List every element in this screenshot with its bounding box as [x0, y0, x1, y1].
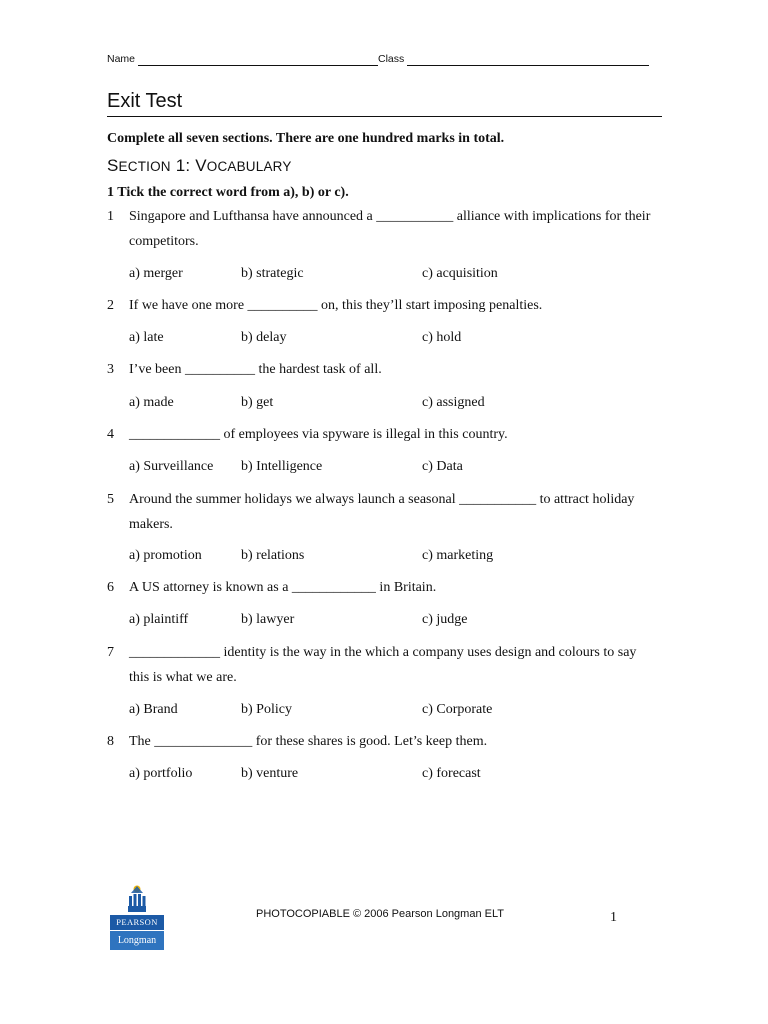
question-number: 7: [107, 645, 114, 660]
name-label: Name: [107, 53, 136, 65]
question-text: The ______________ for these shares is good. Let’s keep them.: [129, 734, 488, 749]
question-text: _____________ identity is the way in the which a company uses design and colours to say this is what we are.: [129, 645, 637, 685]
answer-option-b[interactable]: b) venture: [241, 766, 299, 781]
copyright-notice: PHOTOCOPIABLE © 2006 Pearson Longman ELT: [256, 908, 504, 920]
question-text: _____________ of employees via spyware is illegal in this country.: [129, 427, 508, 442]
answer-option-a[interactable]: a) Surveillance: [129, 459, 214, 474]
question-number: 6: [107, 580, 114, 595]
logo-sub-text: Longman: [110, 931, 164, 950]
question-number: 5: [107, 492, 114, 507]
answer-option-a[interactable]: a) plaintiff: [129, 612, 189, 627]
answer-option-b[interactable]: b) strategic: [241, 266, 304, 281]
answer-option-b[interactable]: b) Policy: [241, 702, 292, 717]
question-text: I’ve been __________ the hardest task of all.: [129, 362, 382, 377]
answer-option-a[interactable]: a) late: [129, 330, 164, 345]
question-number: 1: [107, 209, 114, 224]
question-text: Singapore and Lufthansa have announced a ___________ alliance with implications for their competitors.: [129, 209, 651, 249]
question-text: A US attorney is known as a ____________ in Britain.: [129, 580, 437, 595]
class-label: Class: [378, 53, 405, 65]
page-number: 1: [610, 910, 617, 925]
title-divider: [107, 116, 662, 117]
answer-option-c[interactable]: c) hold: [422, 330, 462, 345]
answer-option-c[interactable]: c) Corporate: [422, 702, 493, 717]
answer-option-a[interactable]: a) merger: [129, 266, 183, 281]
answer-option-b[interactable]: b) Intelligence: [241, 459, 323, 474]
answer-option-a[interactable]: a) Brand: [129, 702, 178, 717]
pearson-emblem-icon: [125, 884, 149, 914]
answer-option-b[interactable]: b) lawyer: [241, 612, 295, 627]
answer-option-c[interactable]: c) acquisition: [422, 266, 498, 281]
test-instructions: Complete all seven sections. There are one hundred marks in total.: [107, 131, 505, 146]
section-heading: [107, 156, 292, 176]
answer-option-c[interactable]: c) judge: [422, 612, 468, 627]
answer-option-c[interactable]: c) assigned: [422, 395, 485, 410]
section-heading-number: 1:: [175, 156, 196, 175]
answer-option-b[interactable]: b) relations: [241, 548, 305, 563]
section-heading-word: ECTION: [118, 159, 171, 174]
answer-option-a[interactable]: a) made: [129, 395, 174, 410]
student-details-row: [107, 53, 651, 69]
page-title: Exit Test: [107, 90, 183, 112]
name-blank-line: [138, 65, 378, 66]
answer-option-a[interactable]: a) portfolio: [129, 766, 193, 781]
pearson-longman-logo: [110, 884, 164, 950]
question-number: 8: [107, 734, 114, 749]
answer-option-a[interactable]: a) promotion: [129, 548, 202, 563]
answer-option-b[interactable]: b) get: [241, 395, 274, 410]
answer-option-c[interactable]: c) forecast: [422, 766, 481, 781]
section-heading-name: OCABULARY: [206, 159, 292, 174]
class-blank-line: [407, 65, 649, 66]
section-heading-name-initial: V: [195, 156, 207, 175]
answer-option-c[interactable]: c) marketing: [422, 548, 494, 563]
question-text: Around the summer holidays we always launch a seasonal ___________ to attract holiday makers.: [129, 492, 635, 532]
question-text: If we have one more __________ on, this they’ll start imposing penalties.: [129, 298, 543, 313]
question-number: 2: [107, 298, 114, 313]
answer-option-c[interactable]: c) Data: [422, 459, 463, 474]
question-number: 3: [107, 362, 114, 377]
task-instruction: 1 Tick the correct word from a), b) or c).: [107, 185, 349, 200]
question-number: 4: [107, 427, 114, 442]
answer-option-b[interactable]: b) delay: [241, 330, 287, 345]
logo-brand-text: PEARSON: [110, 915, 164, 930]
section-heading-initial: S: [107, 156, 119, 175]
